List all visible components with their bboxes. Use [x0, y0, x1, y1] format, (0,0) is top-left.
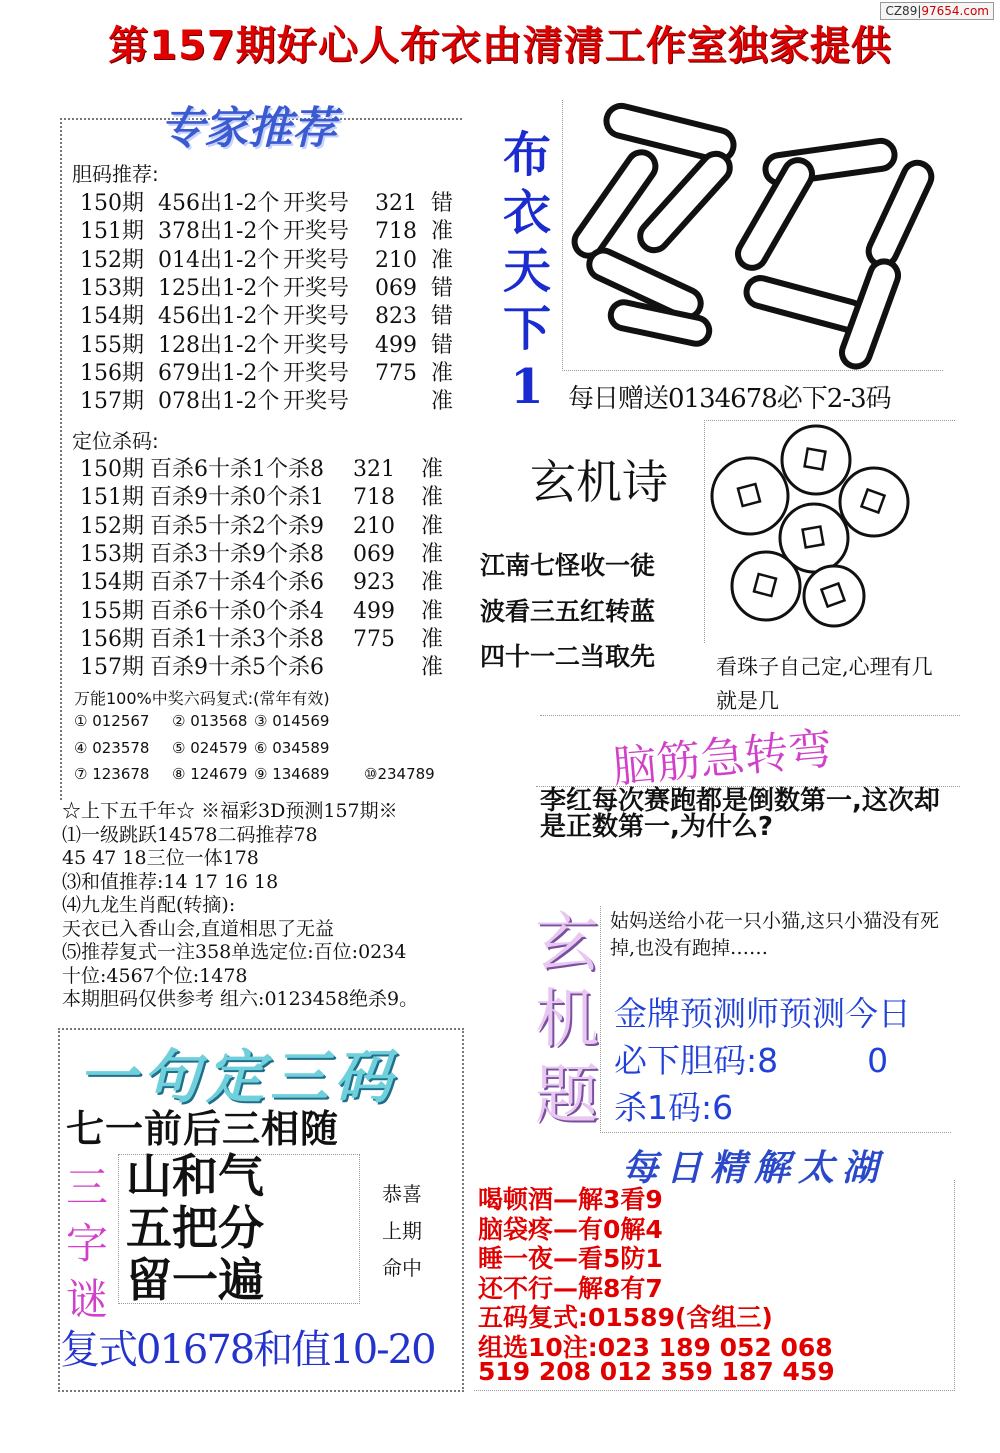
dan-cell: 错 [431, 304, 454, 330]
buyi-char-4: 下 [502, 301, 551, 357]
kill-cell: 准 [421, 655, 444, 681]
combo-item: ⑨ 134689 [254, 765, 330, 783]
combo-item: ⑤ 024579 [172, 738, 248, 757]
badge-site: 97654.com [921, 4, 989, 18]
kill-row [80, 594, 443, 625]
combo-row [74, 712, 364, 730]
prediction-line: ⑶和值推荐:14 17 16 18 [62, 870, 279, 893]
kill-cell: 154期 [80, 570, 144, 596]
combo-item: ④ 023578 [74, 738, 150, 757]
ti-char-1: 玄 [535, 907, 599, 981]
kill-cell: 准 [421, 513, 444, 539]
kill-cell: 准 [421, 541, 444, 567]
dan-cell: 错 [431, 275, 454, 301]
site-badge[interactable]: CZ89|97654.com [880, 2, 994, 20]
kill-cell: 210 [353, 513, 395, 539]
taihu-line: 睡一夜—看5防1 [478, 1244, 663, 1273]
kill-label: 定位杀码: [72, 429, 159, 453]
dan-row [80, 243, 453, 274]
dan-cell: 156期 [80, 360, 144, 386]
dan-cell: 014出1-2个 [158, 247, 280, 273]
dan-cell: 499 [375, 332, 417, 358]
prediction-line: ⑸推荐复式一注358单选定位:百位:0234 [62, 941, 407, 963]
coins-figure [706, 420, 952, 642]
dan-row [80, 214, 453, 245]
dan-cell: 321 [375, 191, 417, 216]
prediction-line: ⑷九龙生肖配(转摘): [62, 894, 236, 916]
dan-cell: 开奖号 [283, 219, 350, 245]
dan-cell: 准 [431, 247, 454, 273]
dan-cell: 775 [375, 360, 417, 386]
taihu-line: 五码复式:01589(含组三) [478, 1303, 773, 1332]
buyi-char-5: 1 [510, 359, 544, 415]
kill-row [80, 480, 443, 511]
combo-row [74, 765, 472, 783]
dan-cell: 准 [431, 360, 454, 386]
dan-cell: 078出1-2个 [158, 389, 280, 415]
coin-hole-4 [803, 527, 824, 548]
yiju-heading: 一句定三码 [78, 1043, 399, 1111]
prediction-line: 45 47 18三位一体178 [62, 847, 259, 869]
gold-title: 金牌预测师预测今日 [614, 994, 911, 1033]
dan-cell: 125出1-2个 [158, 275, 280, 301]
coin-hole-1 [738, 484, 760, 506]
kill-cell: 155期 [80, 598, 144, 624]
dan-cell: 679出1-2个 [158, 360, 280, 386]
dan-cell: 456出1-2个 [158, 191, 280, 216]
dan-cell: 155期 [80, 332, 144, 358]
gold-dan [614, 1035, 888, 1082]
main-title: 第157期好心人布衣由清清工作室独家提供 [108, 23, 892, 69]
buyi-char-2: 衣 [502, 185, 551, 241]
taihu-heading: 每日精解太湖 [622, 1147, 887, 1189]
kill-cell: 准 [421, 457, 444, 482]
kill-cell: 923 [353, 570, 395, 596]
combo-label: 万能100%中奖六码复式:(常年有效) [74, 689, 330, 708]
brain-question: 李红每次赛跑都是倒数第一,这次却是正数第一,为什么? [540, 786, 940, 842]
buyi-char-3: 天 [502, 243, 551, 299]
gold-sha-value: 6 [712, 1088, 734, 1127]
poem-heading: 玄机诗 [530, 455, 668, 509]
kill-cell: 156期 [80, 626, 144, 652]
dan-cell: 准 [431, 389, 454, 415]
combo-item: ⑧ 124679 [172, 765, 248, 783]
pill-seg-8 [864, 158, 936, 270]
kill-row [80, 622, 443, 653]
dan-cell: 开奖号 [283, 275, 350, 301]
brain-top-rule [540, 715, 960, 716]
buyi-vertical [497, 126, 557, 416]
kill-cell: 069 [353, 541, 395, 567]
kill-cell: 499 [353, 598, 395, 624]
kill-cell: 150期 [80, 457, 144, 482]
pill-seg-9 [743, 275, 866, 333]
taihu-line: 组选10注:023 189 052 068 [478, 1332, 833, 1362]
ti-riddle: 姑妈送给小花一只小猫,这只小猫没有死掉,也没有跑掉…… [610, 910, 940, 959]
riddle-2: 五把分 [126, 1201, 264, 1255]
prediction-line: 天衣已入香山会,直道相思了无益 [62, 917, 335, 940]
congrats-2: 上期 [382, 1219, 422, 1243]
combo-row [74, 739, 364, 757]
taihu-line: 还不行—解8有7 [478, 1273, 663, 1303]
seven-segment-figure [565, 90, 945, 370]
dan-cell: 128出1-2个 [158, 332, 280, 358]
kill-cell: 151期 [80, 485, 144, 511]
kill-cell: 157期 [80, 655, 144, 681]
poem-line-2: 波看三五红转蓝 [480, 597, 656, 626]
kill-row [80, 509, 443, 540]
kill-cell: 准 [421, 598, 444, 624]
ti-char-3: 题 [535, 1059, 599, 1133]
prediction-line: ☆上下五千年☆ ※福彩3D预测157期※ [62, 800, 398, 822]
dan-cell: 开奖号 [283, 360, 350, 386]
kill-row [80, 452, 443, 483]
dan-cell: 开奖号 [283, 389, 350, 415]
kill-row [80, 650, 443, 681]
prediction-line: ⑴一级跳跃14578二码推荐78 [62, 823, 318, 846]
poem-caption: 看珠子自己定,心理有几就是几 [716, 655, 933, 713]
gold-dan-a: 8 [757, 1041, 779, 1080]
dan-cell: 151期 [80, 219, 144, 245]
riddle-side-label [66, 1160, 109, 1328]
dan-row [80, 356, 453, 387]
kill-cell: 152期 [80, 513, 144, 539]
yiju-phrase: 七一前后三相随 [66, 1107, 340, 1151]
side-char-3: 谜 [66, 1275, 109, 1324]
buyi-char-1: 布 [502, 127, 551, 183]
kill-cell: 百杀3十杀9个杀8 [150, 541, 324, 567]
taihu-line: 喝顿酒—解3看9 [478, 1185, 663, 1214]
dan-cell: 069 [375, 275, 417, 301]
congrats-3: 命中 [382, 1256, 422, 1280]
dan-cell: 开奖号 [283, 304, 350, 330]
dan-cell: 153期 [80, 275, 144, 301]
combo-item: ⑥ 034589 [254, 738, 330, 757]
riddle-lines [126, 1150, 264, 1306]
coin-hole-5 [754, 574, 776, 596]
kill-cell: 153期 [80, 541, 144, 567]
gold-sha [614, 1082, 733, 1129]
kill-row [80, 537, 443, 568]
dan-cell: 开奖号 [283, 332, 350, 358]
badge-prefix: CZ89 [885, 4, 918, 18]
dan-cell: 150期 [80, 191, 144, 216]
dan-cell: 错 [431, 191, 454, 216]
kill-cell: 准 [421, 485, 444, 511]
riddle-3: 留一遍 [126, 1253, 264, 1307]
combo-item: ⑦ 123678 [74, 765, 150, 783]
gold-dan-b: 0 [867, 1041, 889, 1080]
kill-cell: 准 [421, 570, 444, 596]
side-char-2: 字 [66, 1219, 109, 1268]
poem-line-3: 四十一二当取先 [480, 642, 656, 671]
fushi-line: 复式01678和值10-20 [60, 1327, 435, 1373]
dan-row [80, 299, 453, 330]
dan-row [80, 384, 453, 415]
kill-cell: 百杀6十杀0个杀4 [150, 598, 324, 624]
kill-cell: 718 [353, 485, 395, 511]
kill-cell: 321 [353, 457, 395, 482]
dan-cell: 154期 [80, 304, 144, 330]
kill-cell: 775 [353, 626, 395, 652]
dan-cell: 378出1-2个 [158, 219, 280, 245]
expert-heading: 专家推荐 [160, 103, 336, 154]
kill-cell: 百杀9十杀5个杀6 [150, 655, 324, 681]
ti-char-2: 机 [535, 983, 599, 1057]
combo-item: ③ 014569 [254, 712, 330, 730]
dan-row [80, 328, 453, 359]
dan-cell: 157期 [80, 389, 144, 415]
dan-cell: 823 [375, 304, 417, 330]
taihu-line: 519 208 012 359 187 459 [478, 1357, 835, 1386]
kill-cell: 百杀7十杀4个杀6 [150, 570, 324, 596]
dan-cell: 准 [431, 219, 454, 245]
kill-cell: 百杀5十杀2个杀9 [150, 513, 324, 539]
combo-item: ② 013568 [172, 712, 248, 730]
congrats [382, 1176, 422, 1287]
combo-item: ① 012567 [74, 712, 150, 730]
prediction-line: 本期胆码仅供参考 组六:0123458绝杀9。 [62, 988, 419, 1010]
dan-cell: 456出1-2个 [158, 304, 280, 330]
kill-cell: 准 [421, 626, 444, 652]
kill-cell: 百杀6十杀1个杀8 [150, 457, 324, 482]
riddle-1: 山和气 [126, 1149, 264, 1203]
dan-label: 胆码推荐: [72, 162, 159, 186]
dan-cell: 152期 [80, 247, 144, 273]
poem-line-1: 江南七怪收一徒 [480, 551, 656, 580]
side-char-1: 三 [66, 1163, 109, 1212]
dan-row [80, 271, 453, 302]
gold-dan-label: 必下胆码: [614, 1041, 758, 1080]
dan-cell: 开奖号 [283, 247, 350, 273]
dan-row [80, 186, 453, 217]
gold-sha-label: 杀1码: [614, 1088, 713, 1127]
prediction-line: 十位:4567个位:1478 [62, 964, 248, 987]
kill-cell: 百杀9十杀0个杀1 [150, 485, 324, 511]
kill-cell: 百杀1十杀3个杀8 [150, 626, 324, 652]
dan-cell: 错 [431, 332, 454, 358]
xuanji-ti-side [532, 906, 602, 1134]
coin-hole-2 [805, 449, 826, 470]
combo-item: ⑩234789 [364, 765, 435, 783]
dan-cell: 210 [375, 247, 417, 273]
dan-cell: 718 [375, 219, 417, 245]
dan-cell: 开奖号 [283, 191, 350, 216]
brain-heading: 脑筋急转弯 [610, 723, 835, 794]
daily-gift: 每日赠送0134678必下2-3码 [568, 384, 891, 414]
taihu-line: 脑袋疼—有0解4 [478, 1214, 663, 1244]
congrats-1: 恭喜 [382, 1182, 422, 1206]
kill-row [80, 565, 443, 596]
